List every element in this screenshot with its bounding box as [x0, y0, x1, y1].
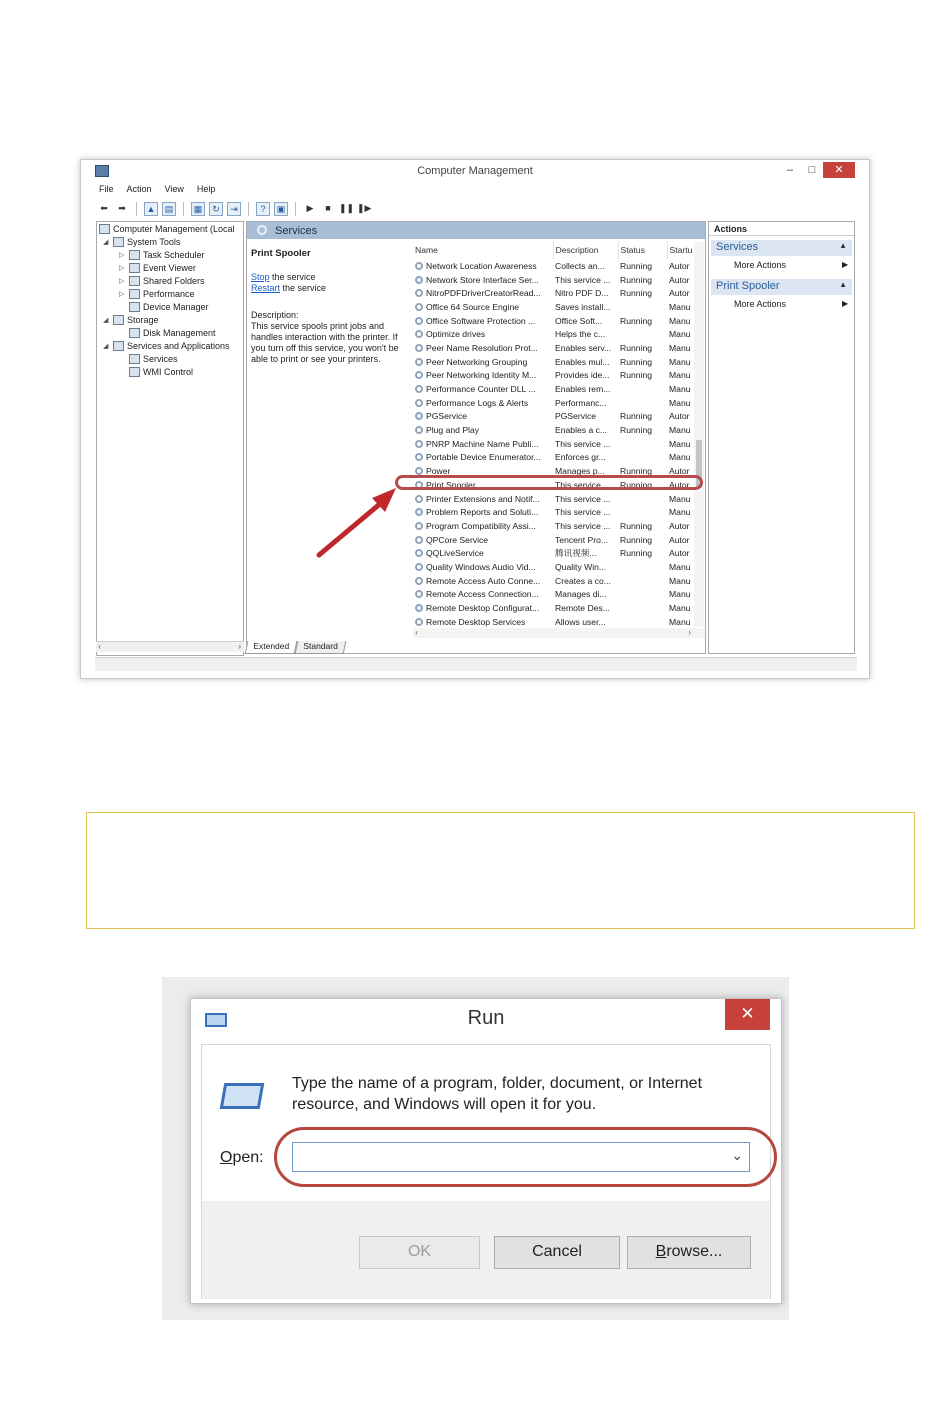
help-icon[interactable]: ?	[256, 202, 270, 216]
run-program-icon	[220, 1083, 265, 1109]
tree-item-label: Computer Management (Local	[113, 224, 235, 234]
console-icon[interactable]: ▣	[274, 202, 288, 216]
more-actions-services[interactable]: More Actions ▶	[734, 260, 849, 270]
services-header: Services	[247, 222, 705, 239]
service-startup: Manu	[669, 370, 691, 381]
service-description: PGService	[555, 411, 597, 422]
view-tabs	[246, 641, 344, 654]
service-status: Running	[620, 274, 653, 285]
stop-service-icon[interactable]: ■	[325, 203, 331, 213]
restart-service-text: the service	[280, 283, 327, 293]
service-description: This service ...	[555, 438, 611, 449]
ok-button[interactable]: OK	[359, 1236, 480, 1269]
service-description: Creates a co...	[555, 575, 611, 586]
service-description: This service ...	[555, 520, 611, 531]
service-description: Performanc...	[555, 397, 607, 408]
service-startup: Autor	[669, 534, 690, 545]
service-status: Running	[620, 534, 653, 545]
service-name: QPCore Service	[426, 534, 489, 545]
service-status: Running	[620, 356, 653, 367]
service-status: Running	[620, 548, 653, 559]
service-name: Problem Reports and Soluti...	[426, 507, 539, 518]
open-field-highlight-ring	[274, 1127, 777, 1187]
expand-arrow-icon[interactable]: ▷	[119, 278, 125, 285]
tools-icon	[113, 237, 124, 247]
service-description: Helps the c...	[555, 329, 606, 340]
service-description: Collects an...	[555, 260, 605, 271]
service-name: Remote Desktop Services	[426, 616, 526, 627]
service-name: Office 64 Source Engine	[426, 301, 519, 312]
export-icon[interactable]: ⇥	[227, 202, 241, 216]
menu-view[interactable]: View	[164, 184, 184, 194]
service-name: Network Location Awareness	[426, 260, 537, 271]
services-pane	[246, 221, 706, 654]
run-title: Run	[467, 1007, 505, 1029]
service-name: PGService	[426, 411, 468, 422]
tree-item-label: WMI Control	[143, 367, 194, 377]
window-title: Computer Management	[417, 165, 533, 177]
service-description: This service ...	[555, 479, 611, 490]
service-startup: Manu	[669, 356, 691, 367]
expand-arrow-icon[interactable]: ▷	[119, 265, 125, 272]
service-startup: Manu	[669, 589, 691, 600]
actions-section-print-spooler[interactable]: Print Spooler ▲	[711, 279, 852, 295]
tree-item[interactable]	[119, 328, 216, 338]
service-status: Running	[620, 370, 653, 381]
start-service-icon[interactable]: ▶	[306, 203, 314, 213]
actions-heading: Actions	[709, 222, 854, 236]
column-description[interactable]: Description	[553, 241, 618, 259]
browse-button[interactable]: Browse...	[627, 1236, 751, 1269]
service-startup: Manu	[669, 397, 691, 408]
service-description: Office Soft...	[555, 315, 603, 326]
service-startup: Manu	[669, 507, 691, 518]
tree-item-label: Shared Folders	[143, 276, 205, 286]
close-button[interactable]: ✕	[725, 999, 770, 1030]
tree-item[interactable]	[119, 289, 195, 299]
wmi-icon	[129, 367, 140, 377]
tree-item[interactable]	[119, 263, 196, 273]
service-name: QQLiveService	[426, 548, 484, 559]
run-prompt: Type the name of a program, folder, document, or Internet resource, and Windows will open it for you.	[292, 1075, 703, 1113]
tree-item[interactable]	[103, 341, 230, 351]
more-actions-print-spooler[interactable]: More Actions ▶	[734, 299, 849, 309]
service-startup: Autor	[669, 466, 690, 477]
collapse-icon[interactable]: ▲	[839, 280, 847, 289]
service-status: Running	[620, 479, 653, 490]
storage-icon	[113, 315, 124, 325]
service-description: Enables serv...	[555, 342, 612, 353]
service-description: Enables rem...	[555, 384, 611, 395]
service-name: Quality Windows Audio Vid...	[426, 561, 536, 572]
tree-item[interactable]	[119, 354, 178, 364]
event-viewer-icon	[129, 263, 140, 273]
run-dialog-screenshot	[162, 977, 789, 1320]
expand-arrow-icon[interactable]: ▷	[119, 291, 125, 298]
tree-item-label: Storage	[127, 315, 159, 325]
service-startup: Manu	[669, 603, 691, 614]
button-bar	[202, 1201, 770, 1299]
tree-horizontal-scrollbar[interactable]: ‹ ›	[96, 641, 244, 652]
tree-item-label: Device Manager	[143, 302, 209, 312]
restart-service-link[interactable]: Restart	[251, 283, 281, 293]
service-status: Running	[620, 288, 653, 299]
service-name: PNRP Machine Name Publi...	[426, 438, 539, 449]
service-startup: Autor	[669, 411, 690, 422]
service-startup: Manu	[669, 452, 691, 463]
close-button[interactable]: ✕	[823, 162, 855, 178]
expand-arrow-icon[interactable]: ◢	[103, 239, 109, 246]
service-startup: Autor	[669, 274, 690, 285]
column-startup-type[interactable]: Startu	[667, 241, 703, 259]
service-startup: Autor	[669, 479, 690, 490]
tree-item-label: Task Scheduler	[143, 250, 205, 260]
empty-notice-box	[86, 812, 915, 929]
pause-service-icon[interactable]: ❚❚	[339, 203, 355, 213]
actions-pane	[708, 221, 855, 654]
service-name: Program Compatibility Assi...	[426, 520, 536, 531]
toolbar	[97, 201, 371, 217]
tree-item-label: Performance	[143, 289, 195, 299]
service-name: Network Store Interface Ser...	[426, 274, 539, 285]
console-tree	[96, 221, 244, 656]
submenu-arrow-icon: ▶	[842, 260, 849, 269]
service-description: Manages p...	[555, 466, 605, 477]
service-description: Quality Win...	[555, 561, 607, 572]
service-description: Saves install...	[555, 301, 611, 312]
properties-icon[interactable]: ▦	[191, 202, 205, 216]
service-status: Running	[620, 342, 653, 353]
status-bar	[95, 657, 857, 671]
tree-item-label: System Tools	[127, 237, 181, 247]
service-name: Peer Networking Identity M...	[426, 370, 537, 381]
tree-item-label: Services	[143, 354, 178, 364]
service-name: NitroPDFDriverCreatorRead...	[426, 288, 541, 299]
menu-bar	[99, 184, 215, 198]
tab-standard[interactable]: Standard	[295, 641, 346, 654]
red-pointer-arrow	[247, 222, 706, 654]
service-description: This service ...	[555, 274, 611, 285]
refresh-icon[interactable]: ↻	[209, 202, 223, 216]
service-startup: Manu	[669, 561, 691, 572]
service-startup: Manu	[669, 384, 691, 395]
tree-item[interactable]	[119, 367, 193, 377]
open-label: Open:	[220, 1149, 264, 1166]
stop-service-link[interactable]: Stop	[251, 272, 270, 282]
service-description: Enables mul...	[555, 356, 610, 367]
disk-icon	[129, 328, 140, 338]
service-status: Running	[620, 315, 653, 326]
selected-service-name: Print Spooler	[251, 248, 311, 259]
service-name: Peer Name Resolution Prot...	[426, 342, 538, 353]
service-name: Office Software Protection ...	[426, 315, 536, 326]
service-description: Nitro PDF D...	[555, 288, 609, 299]
service-description: Enables a c...	[555, 425, 608, 436]
service-status: Running	[620, 520, 653, 531]
run-body	[201, 1044, 771, 1299]
service-startup: Manu	[669, 575, 691, 586]
service-name: Portable Device Enumerator...	[426, 452, 541, 463]
service-name: Optimize drives	[426, 329, 486, 340]
service-status: Running	[620, 260, 653, 271]
actions-section-services[interactable]: Services ▲	[711, 240, 852, 256]
menu-file[interactable]: File	[99, 184, 114, 194]
service-name: Remote Desktop Configurat...	[426, 603, 540, 614]
tab-extended[interactable]: Extended	[245, 641, 298, 654]
service-startup: Manu	[669, 329, 691, 340]
service-description: Allows user...	[555, 616, 606, 627]
back-icon[interactable]: ⬅	[100, 203, 108, 213]
tree-item-label: Services and Applications	[127, 341, 230, 351]
service-name: Remote Access Connection...	[426, 589, 539, 600]
expand-arrow-icon[interactable]: ◢	[103, 317, 109, 324]
service-startup: Manu	[669, 616, 691, 627]
service-description: Enforces gr...	[555, 452, 606, 463]
service-startup: Manu	[669, 301, 691, 312]
tree-item-label: Event Viewer	[143, 263, 196, 273]
computer-icon	[99, 224, 110, 234]
maximize-button[interactable]: □	[808, 164, 816, 176]
computer-management-window	[80, 159, 870, 679]
service-name: Remote Access Auto Conne...	[426, 575, 541, 586]
service-startup: Manu	[669, 342, 691, 353]
forward-icon[interactable]: ➡	[118, 203, 126, 213]
up-folder-icon[interactable]: ▲	[144, 202, 158, 216]
performance-icon	[129, 289, 140, 299]
service-description: Tencent Pro...	[555, 534, 609, 545]
service-name: Printer Extensions and Notif...	[426, 493, 540, 504]
show-tree-icon[interactable]: ▤	[162, 202, 176, 216]
tree-item[interactable]	[103, 237, 180, 247]
service-name: Power	[426, 466, 451, 477]
service-startup: Autor	[669, 288, 690, 299]
service-status: Running	[620, 425, 653, 436]
service-status: Running	[620, 411, 653, 422]
clock-icon	[129, 250, 140, 260]
menu-help[interactable]: Help	[196, 184, 216, 194]
service-name: Peer Networking Grouping	[426, 356, 528, 367]
service-startup: Manu	[669, 493, 691, 504]
service-description: This service spools print jobs and handles interaction with the printer. If you turn off this service, you won't be able to print or see your printers.	[251, 321, 399, 364]
title-bar	[81, 160, 869, 182]
tree-item[interactable]	[99, 224, 235, 234]
service-name: Performance Counter DLL ...	[426, 384, 536, 395]
submenu-arrow-icon: ▶	[842, 299, 849, 308]
tree-item[interactable]	[103, 315, 159, 325]
tree-item[interactable]	[119, 276, 205, 286]
service-status: Running	[620, 466, 653, 477]
collapse-icon[interactable]: ▲	[839, 241, 847, 250]
column-status[interactable]: Status	[618, 241, 667, 259]
cancel-button[interactable]: Cancel	[494, 1236, 620, 1269]
menu-action[interactable]: Action	[126, 184, 152, 194]
folder-icon	[129, 276, 140, 286]
resume-service-icon[interactable]: ❚▶	[357, 203, 372, 213]
gear-icon	[129, 354, 140, 364]
service-description: Manages di...	[555, 589, 607, 600]
stop-service-text: the service	[269, 272, 316, 282]
service-startup: Manu	[669, 315, 691, 326]
description-label: Description:	[251, 310, 299, 320]
service-startup: Autor	[669, 260, 690, 271]
services-horizontal-scrollbar[interactable]: ‹ ›	[413, 628, 705, 638]
service-description: 腾讯视频...	[555, 548, 597, 559]
device-manager-icon	[129, 302, 140, 312]
service-startup: Manu	[669, 438, 691, 449]
run-dialog	[190, 998, 782, 1304]
service-name: Print Spooler	[426, 479, 476, 490]
expand-arrow-icon[interactable]: ◢	[103, 343, 109, 350]
apps-icon	[113, 341, 124, 351]
service-description: This service ...	[555, 493, 611, 504]
service-name: Plug and Play	[426, 425, 480, 436]
chevron-down-icon[interactable]: ⌄	[731, 1147, 743, 1163]
column-name[interactable]: Name	[413, 241, 553, 259]
service-name: Performance Logs & Alerts	[426, 397, 529, 408]
tree-item[interactable]	[119, 302, 209, 312]
service-description: This service ...	[555, 507, 611, 518]
service-description: Remote Des...	[555, 603, 610, 614]
service-startup: Manu	[669, 425, 691, 436]
service-description: Provides ide...	[555, 370, 610, 381]
tree-item[interactable]	[119, 250, 205, 260]
service-startup: Autor	[669, 520, 690, 531]
service-startup: Autor	[669, 548, 690, 559]
tree-item-label: Disk Management	[143, 328, 216, 338]
expand-arrow-icon[interactable]: ▷	[119, 252, 125, 259]
minimize-button[interactable]: –	[786, 164, 794, 176]
